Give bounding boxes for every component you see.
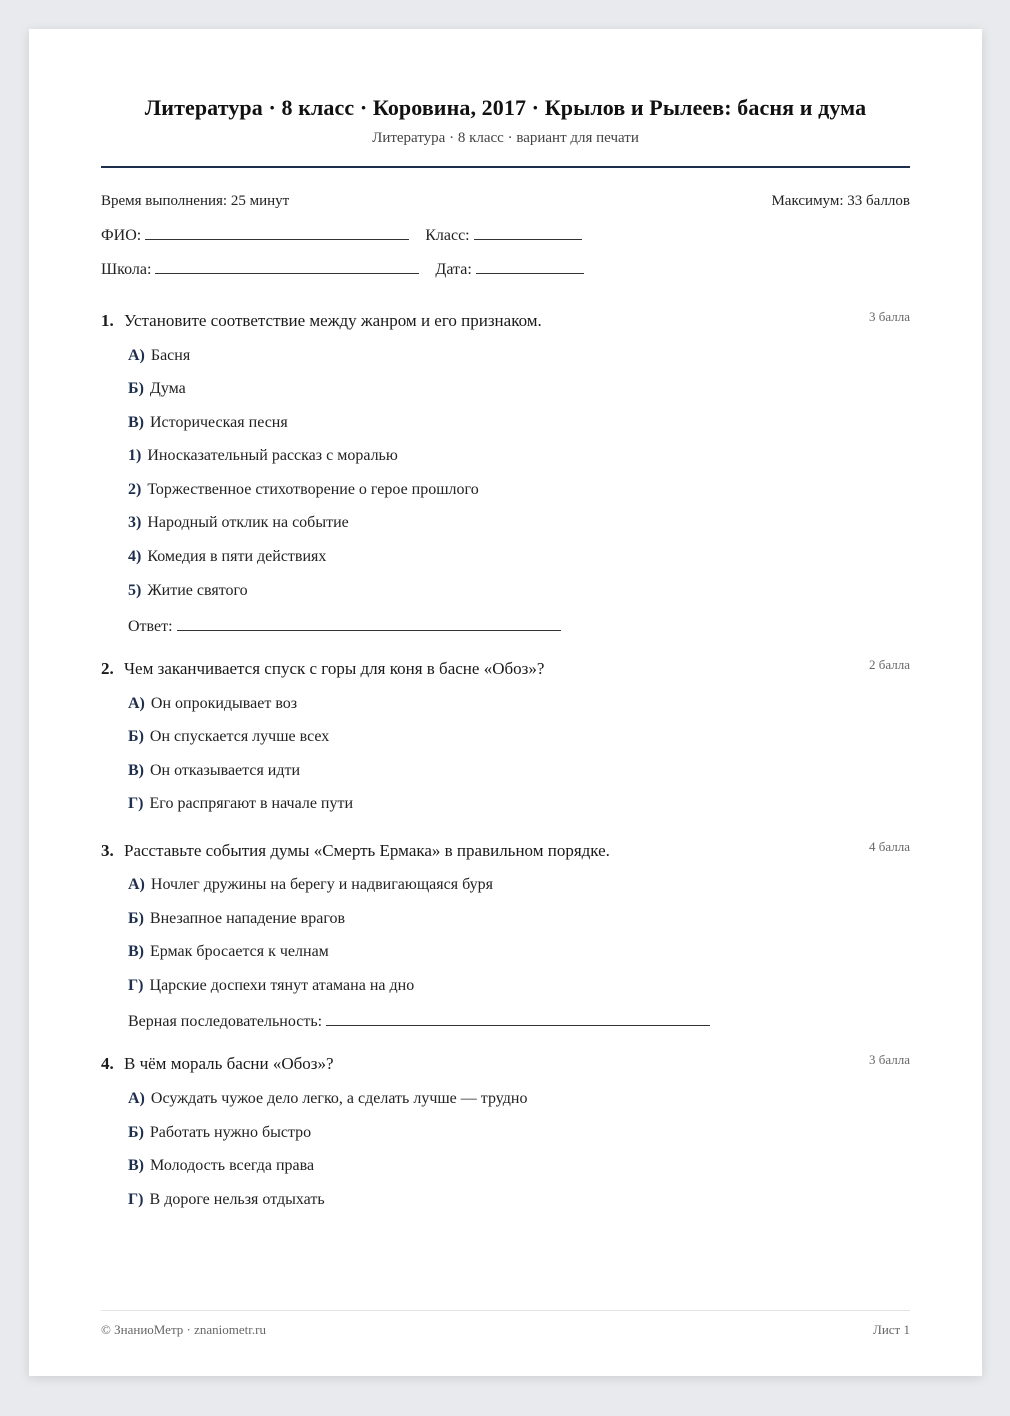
option-text: Он опрокидывает воз — [150, 695, 298, 712]
option[interactable] — [128, 910, 345, 928]
page-subtitle: Литература · 8 класс · вариант для печати — [372, 130, 639, 146]
answer-field[interactable] — [177, 616, 561, 631]
option-text: Работать нужно быстро — [149, 1124, 312, 1141]
option-label: В) — [128, 1157, 144, 1174]
option-label: Б) — [128, 910, 144, 927]
footer-page-number: Лист 1 — [873, 1322, 910, 1337]
option-text: Ермак бросается к челнам — [150, 943, 329, 960]
class-field[interactable] — [474, 225, 582, 240]
option-label: Г) — [128, 795, 144, 812]
option-text: Народный отклик на событие — [147, 514, 349, 531]
question-header — [101, 659, 910, 681]
question-3 — [101, 839, 910, 1030]
option-label: 3) — [128, 514, 142, 531]
question-header — [101, 311, 910, 333]
question-points: 3 балла — [869, 309, 910, 324]
question-text: В чём мораль басни «Обоз»? — [124, 1054, 334, 1073]
option[interactable] — [128, 728, 329, 746]
option-text: Осуждать чужое дело легко, а сделать лучше — трудно — [150, 1090, 528, 1107]
question-number: 1. — [101, 311, 114, 330]
question-header — [101, 841, 910, 863]
option[interactable] — [128, 447, 398, 465]
option-text: Он отказывается идти — [150, 762, 301, 779]
option-label: А) — [128, 695, 145, 712]
question-points: 3 балла — [869, 1052, 910, 1067]
question-points: 4 балла — [869, 839, 910, 854]
option-label: А) — [128, 347, 145, 364]
question-4 — [101, 1052, 910, 1208]
name-field[interactable] — [145, 225, 409, 240]
question-number: 2. — [101, 659, 114, 678]
question-number: 3. — [101, 841, 114, 860]
question-points: 2 балла — [869, 657, 910, 672]
question-text: Чем заканчивается спуск с горы для коня в басне «Обоз»? — [124, 659, 545, 678]
worksheet-page — [29, 29, 982, 1376]
option[interactable] — [128, 943, 329, 961]
option[interactable] — [128, 347, 190, 365]
option-label: А) — [128, 876, 145, 893]
answer-label: Ответ: — [128, 618, 173, 635]
option-text: Молодость всегда права — [150, 1157, 315, 1174]
question-header — [101, 1054, 910, 1076]
class-label: Класс: — [425, 227, 470, 244]
option-text: Царские доспехи тянут атамана на дно — [149, 977, 415, 994]
option-text: Торжественное стихотворение о герое прошлого — [147, 481, 479, 498]
name-class-row — [101, 225, 582, 245]
option[interactable] — [128, 582, 248, 600]
page-title: Литература · 8 класс · Коровина, 2017 · Крылов и Рылеев: басня и дума — [144, 95, 867, 120]
option-label: 4) — [128, 548, 142, 565]
question-1 — [101, 309, 910, 635]
option-text: Ночлег дружины на берегу и надвигающаяся буря — [150, 876, 493, 893]
option-text: Внезапное нападение врагов — [149, 910, 346, 927]
option-label: В) — [128, 414, 144, 431]
option[interactable] — [128, 695, 297, 713]
option-text: Историческая песня — [150, 414, 288, 431]
option[interactable] — [128, 380, 186, 398]
question-text: Установите соответствие между жанром и его признаком. — [124, 311, 542, 330]
date-label: Дата: — [435, 261, 472, 278]
option-text: Его распрягают в начале пути — [149, 795, 354, 812]
option-text: В дороге нельзя отдыхать — [149, 1191, 325, 1208]
answer-row — [128, 1011, 710, 1031]
option-text: Басня — [150, 347, 191, 364]
option-label: В) — [128, 943, 144, 960]
option-label: В) — [128, 762, 144, 779]
question-2 — [101, 657, 910, 812]
option-label: А) — [128, 1090, 145, 1107]
option-label: Б) — [128, 380, 144, 397]
meta-row — [101, 193, 910, 210]
option-text: Комедия в пяти действиях — [147, 548, 327, 565]
option[interactable] — [128, 1090, 527, 1108]
footer-divider — [101, 1310, 910, 1311]
option-text: Житие святого — [147, 582, 248, 599]
answer-field[interactable] — [326, 1011, 710, 1026]
option[interactable] — [128, 414, 288, 432]
school-label: Школа: — [101, 261, 152, 278]
option[interactable] — [128, 795, 353, 813]
answer-label: Верная последовательность: — [128, 1013, 323, 1030]
header-divider — [101, 166, 910, 168]
option[interactable] — [128, 1157, 314, 1175]
question-text: Расставьте события думы «Смерть Ермака» в правильном порядке. — [124, 841, 610, 860]
option[interactable] — [128, 876, 493, 894]
option-label: 5) — [128, 582, 142, 599]
option-label: 1) — [128, 447, 142, 464]
date-field[interactable] — [476, 259, 584, 274]
option[interactable] — [128, 514, 349, 532]
option[interactable] — [128, 1124, 311, 1142]
option[interactable] — [128, 977, 414, 995]
option[interactable] — [128, 481, 479, 499]
option-text: Дума — [149, 380, 186, 397]
option[interactable] — [128, 548, 326, 566]
option-text: Он спускается лучше всех — [149, 728, 330, 745]
option[interactable] — [128, 762, 300, 780]
max-score: Максимум: 33 баллов — [771, 193, 910, 209]
option-label: Г) — [128, 977, 144, 994]
question-number: 4. — [101, 1054, 114, 1073]
option[interactable] — [128, 1191, 325, 1209]
time-limit: Время выполнения: 25 минут — [101, 193, 290, 209]
option-label: Б) — [128, 1124, 144, 1141]
option-label: Г) — [128, 1191, 144, 1208]
school-date-row — [101, 259, 584, 279]
option-label: 2) — [128, 481, 142, 498]
name-label: ФИО: — [101, 227, 142, 244]
answer-row — [128, 616, 561, 636]
footer-copyright: © ЗнаниоМетр · znaniometr.ru — [101, 1322, 266, 1337]
option-label: Б) — [128, 728, 144, 745]
option-text: Иносказательный рассказ с моралью — [147, 447, 398, 464]
school-field[interactable] — [155, 259, 419, 274]
